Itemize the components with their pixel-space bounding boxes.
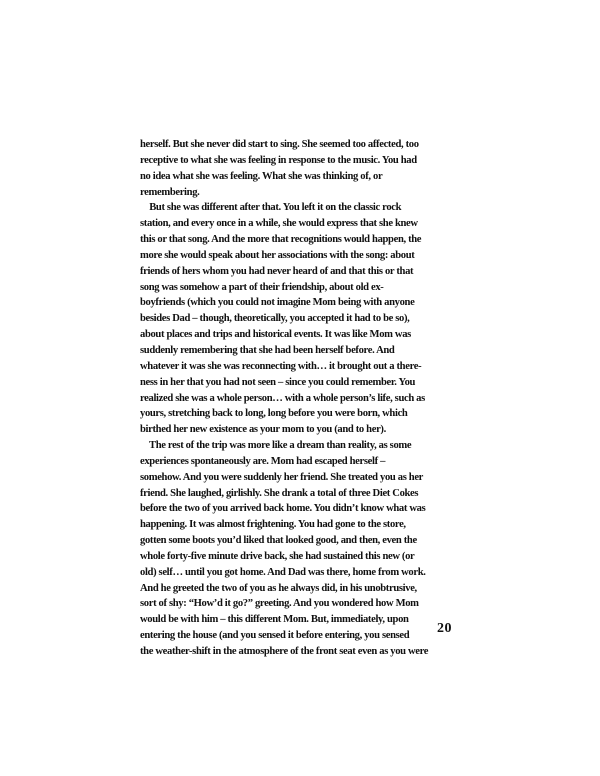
text-line: gotten some boots you’d liked that looked good, and then, even the: [140, 535, 417, 547]
text-line: whatever it was she was reconnecting with… it brought out a there-: [140, 360, 422, 372]
text-line: receptive to what she was feeling in response to the music. You had: [140, 154, 417, 166]
text-line: boyfriends (which you could not imagine Mom being with anyone: [140, 297, 415, 309]
text-line: the weather-shift in the atmosphere of the front seat even as you were: [140, 646, 429, 657]
text-line: whole forty-five minute drive back, she had sustained this new (or: [140, 550, 415, 562]
text-line: entering the house (and you sensed it before entering, you sensed: [140, 630, 410, 642]
text-line: experiences spontaneously are. Mom had escaped herself –: [140, 455, 386, 467]
text-line: And he greeted the two of you as he always did, in his unobtrusive,: [140, 582, 417, 594]
text-line: realized she was a whole person… with a whole person’s life, such as: [140, 392, 425, 404]
text-line: friend. She laughed, girlishly. She drank a total of three Diet Cokes: [140, 487, 419, 499]
text-line: But she was different after that. You left it on the classic rock: [140, 202, 402, 214]
text-line: besides Dad – though, theoretically, you accepted it had to be so),: [140, 313, 410, 325]
text-line: about places and trips and historical events. It was like Mom was: [140, 329, 411, 341]
text-line: ness in her that you had not seen – since you could remember. You: [140, 376, 416, 388]
text-line: song was somehow a part of their friendship, about old ex-: [140, 281, 384, 293]
text-line: remembering.: [140, 186, 200, 198]
text-line: The rest of the trip was more like a dream than reality, as some: [140, 440, 412, 452]
text-line: no idea what she was feeling. What she was thinking of, or: [140, 170, 383, 182]
text-line: before the two of you arrived back home. You didn’t know what was: [140, 503, 426, 515]
text-line: somehow. And you were suddenly her friend. She treated you as her: [140, 471, 424, 483]
text-line: suddenly remembering that she had been herself before. And: [140, 344, 395, 356]
text-line: birthed her new existence as your mom to you (and to her).: [140, 424, 386, 436]
text-line: station, and every once in a while, she would express that she knew: [140, 218, 418, 230]
body-text: [140, 137, 465, 660]
text-line: sort of shy: “How’d it go?” greeting. And you wondered how Mom: [140, 598, 419, 610]
text-line: old) self… until you got home. And Dad was there, home from work.: [140, 566, 426, 578]
text-line: this or that song. And the more that recognitions would happen, the: [140, 234, 422, 246]
text-line: herself. But she never did start to sing. She seemed too affected, too: [140, 139, 419, 150]
text-line: would be with him – this different Mom. But, immediately, upon: [140, 614, 409, 626]
text-line: friends of hers whom you had never heard of and that this or that: [140, 265, 414, 277]
text-line: more she would speak about her associations with the song: about: [140, 249, 415, 261]
text-line: yours, stretching back to long, long before you were born, which: [140, 408, 408, 420]
text-line: happening. It was almost frightening. You had gone to the store,: [140, 519, 406, 531]
page-number: 20: [437, 621, 452, 636]
